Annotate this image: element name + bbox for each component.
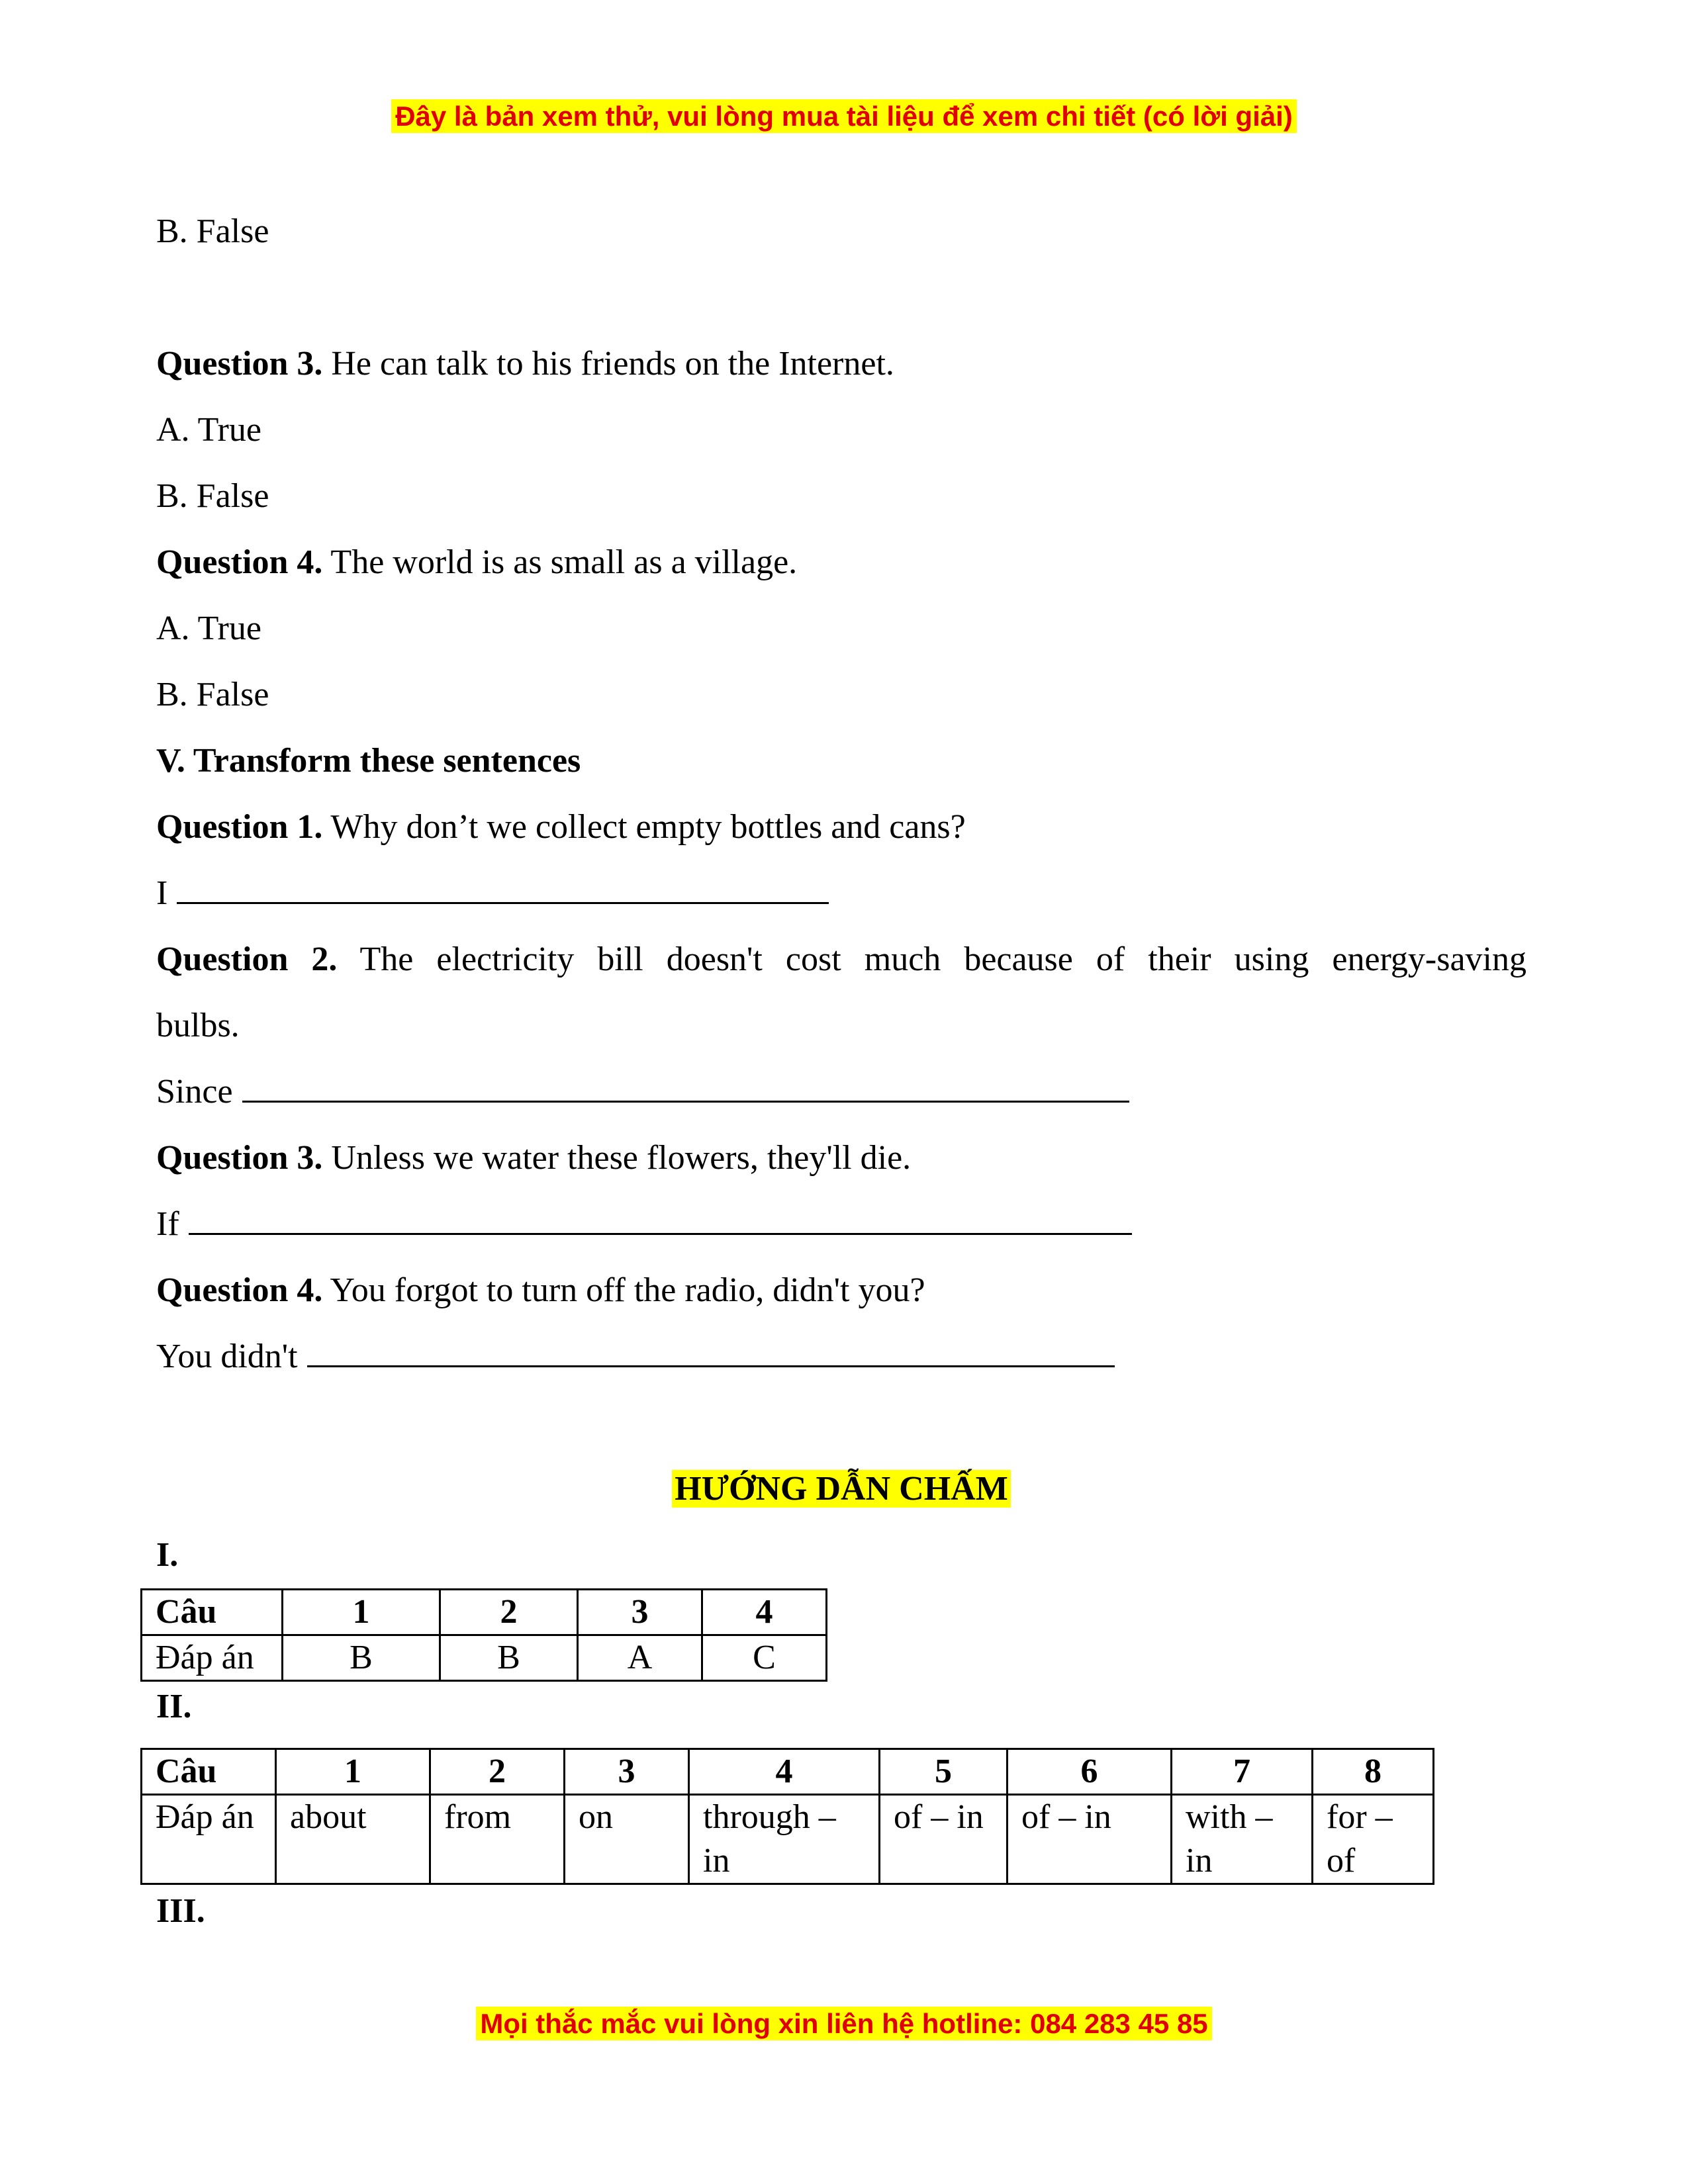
table-cell: B bbox=[283, 1635, 440, 1681]
table-cell: A bbox=[578, 1635, 702, 1681]
section-v-title: V. Transform these sentences bbox=[156, 742, 581, 780]
row-label: Câu bbox=[142, 1749, 276, 1795]
option-b: B. False bbox=[156, 212, 269, 250]
question-text: The world is as small as a village. bbox=[322, 543, 798, 581]
table-cell: with – in bbox=[1172, 1795, 1313, 1884]
transform-question-2 bbox=[156, 927, 1526, 993]
table-cell: 1 bbox=[283, 1590, 440, 1635]
answer-prompt: Since bbox=[156, 1073, 233, 1111]
option-a: A. True bbox=[156, 610, 261, 647]
answer-line-2 bbox=[156, 1059, 1526, 1125]
table-row bbox=[142, 1749, 1434, 1795]
table-cell: 5 bbox=[880, 1749, 1008, 1795]
hotline-banner bbox=[0, 2008, 1688, 2040]
part-3-heading: III. bbox=[156, 1892, 205, 1930]
row-label: Đáp án bbox=[142, 1795, 276, 1884]
part-1-heading: I. bbox=[156, 1536, 179, 1574]
question-text: You forgot to turn off the radio, didn't you? bbox=[322, 1271, 925, 1309]
transform-question-1 bbox=[156, 794, 1526, 860]
question-label: Question 3. bbox=[156, 345, 323, 383]
preview-banner bbox=[0, 101, 1688, 132]
document-content bbox=[156, 199, 1526, 1938]
table-row bbox=[142, 1795, 1434, 1884]
table-cell: of – in bbox=[880, 1795, 1008, 1884]
answer-blank[interactable] bbox=[177, 861, 829, 904]
option-b: B. False bbox=[156, 676, 269, 713]
question-label: Question 4. bbox=[156, 1271, 323, 1309]
table-cell: on bbox=[565, 1795, 689, 1884]
answer-key-title: HƯỚNG DẪN CHẤM bbox=[156, 1456, 1526, 1522]
table-cell: B bbox=[440, 1635, 578, 1681]
table-cell: from bbox=[430, 1795, 565, 1884]
table-cell: 2 bbox=[440, 1590, 578, 1635]
question-4 bbox=[156, 529, 1526, 596]
table-cell: 8 bbox=[1313, 1749, 1434, 1795]
question-3 bbox=[156, 331, 1526, 397]
question-label: Question 4. bbox=[156, 543, 323, 581]
question-text: Unless we water these flowers, they'll die. bbox=[322, 1139, 912, 1177]
preview-banner-text: Đây là bản xem thử, vui lòng mua tài liệu để xem chi tiết (có lời giải) bbox=[391, 99, 1297, 133]
question-continuation: bulbs. bbox=[156, 1007, 240, 1044]
transform-question-4 bbox=[156, 1257, 1526, 1324]
table-cell: 4 bbox=[702, 1590, 827, 1635]
spacer bbox=[156, 265, 1526, 331]
table-cell: for – of bbox=[1313, 1795, 1434, 1884]
row-label: Câu bbox=[142, 1590, 283, 1635]
question-label: Question 2. bbox=[156, 940, 338, 978]
answer-table-1 bbox=[140, 1588, 827, 1682]
answer-blank[interactable] bbox=[189, 1192, 1132, 1235]
table-cell: 6 bbox=[1008, 1749, 1172, 1795]
answer-prompt: If bbox=[156, 1205, 179, 1243]
table-cell: 4 bbox=[689, 1749, 880, 1795]
table-cell: through – in bbox=[689, 1795, 880, 1884]
question-text: He can talk to his friends on the Internet. bbox=[322, 345, 894, 383]
row-label: Đáp án bbox=[142, 1635, 283, 1681]
answer-line-1 bbox=[156, 860, 1526, 927]
transform-question-3 bbox=[156, 1125, 1526, 1191]
answer-prompt: I bbox=[156, 874, 168, 912]
table-cell: 7 bbox=[1172, 1749, 1313, 1795]
table-cell: 3 bbox=[578, 1590, 702, 1635]
question-label: Question 3. bbox=[156, 1139, 323, 1177]
answer-table-2 bbox=[140, 1748, 1434, 1885]
table-cell: 1 bbox=[276, 1749, 430, 1795]
question-label: Question 1. bbox=[156, 808, 323, 846]
part-2-heading: II. bbox=[156, 1688, 192, 1725]
table-cell: C bbox=[702, 1635, 827, 1681]
table-cell: 3 bbox=[565, 1749, 689, 1795]
answer-blank[interactable] bbox=[307, 1324, 1115, 1367]
table-cell: about bbox=[276, 1795, 430, 1884]
table-row bbox=[142, 1590, 827, 1635]
table-cell: 2 bbox=[430, 1749, 565, 1795]
spacer bbox=[156, 1390, 1526, 1456]
option-a: A. True bbox=[156, 411, 261, 449]
answer-line-4 bbox=[156, 1324, 1526, 1390]
hotline-banner-text: Mọi thắc mắc vui lòng xin liên hệ hotline: 084 283 45 85 bbox=[476, 2007, 1211, 2040]
question-text: The electricity bill doesn't cost much because of their using energy-saving bbox=[337, 940, 1526, 978]
table-row bbox=[142, 1635, 827, 1681]
answer-prompt: You didn't bbox=[156, 1338, 298, 1375]
question-text: Why don’t we collect empty bottles and cans? bbox=[322, 808, 966, 846]
answer-line-3 bbox=[156, 1191, 1526, 1257]
answer-blank[interactable] bbox=[242, 1060, 1129, 1103]
table-cell: of – in bbox=[1008, 1795, 1172, 1884]
option-b: B. False bbox=[156, 477, 269, 515]
